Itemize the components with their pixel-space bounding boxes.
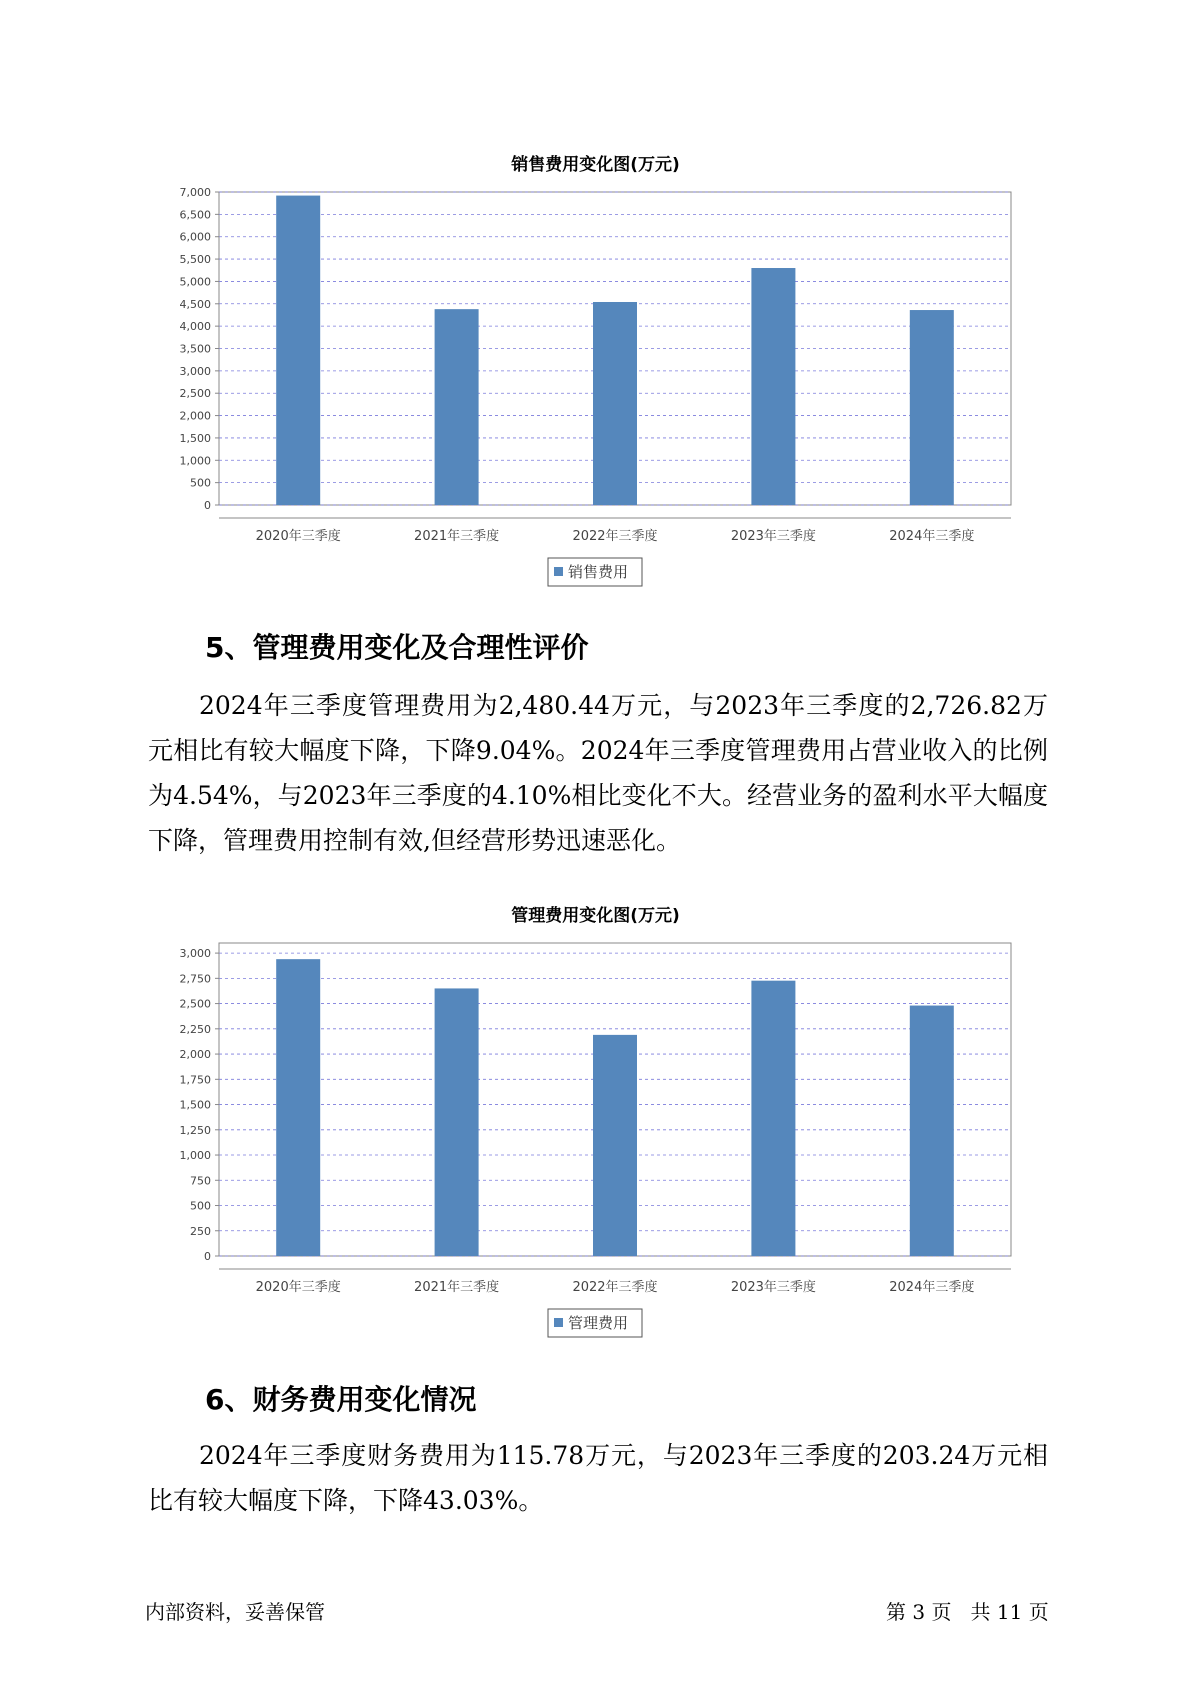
y-tick-label: 3,000 [179, 364, 211, 378]
bar [593, 1035, 637, 1256]
legend-swatch [554, 1318, 563, 1327]
x-tick-label: 2023年三季度 [730, 529, 816, 544]
bar [435, 309, 479, 505]
y-tick-label: 3,000 [179, 947, 211, 961]
sales-chart-title: 销售费用变化图(万元) [511, 155, 680, 175]
y-tick-label: 3,500 [179, 342, 211, 356]
x-tick-label: 2022年三季度 [572, 1280, 658, 1295]
y-tick-label: 2,500 [179, 997, 211, 1011]
y-tick-label: 250 [190, 1224, 211, 1238]
y-tick-label: 500 [190, 476, 211, 490]
bar [910, 1006, 954, 1256]
bar [276, 959, 320, 1256]
page-prefix: 第 [886, 1600, 906, 1624]
page-current: 3 [912, 1600, 926, 1624]
admin-expense-chart [0, 931, 1191, 1351]
legend-label: 销售费用 [568, 563, 629, 581]
bar [435, 988, 479, 1256]
legend-label: 管理费用 [568, 1314, 629, 1332]
y-tick-label: 2,500 [179, 387, 211, 401]
y-tick-label: 1,750 [179, 1073, 211, 1087]
y-tick-label: 4,000 [179, 320, 211, 334]
y-tick-label: 0 [204, 1250, 211, 1263]
sales-expense-chart [0, 180, 1191, 600]
y-tick-label: 1,000 [179, 454, 211, 468]
section-6-heading: 6、财务费用变化情况 [205, 1383, 477, 1416]
x-tick-label: 2021年三季度 [414, 1280, 500, 1295]
x-tick-label: 2023年三季度 [730, 1280, 816, 1295]
bar [751, 981, 795, 1256]
y-tick-label: 4,500 [179, 297, 211, 311]
y-tick-label: 500 [190, 1199, 211, 1213]
page-mid: 页 [931, 1600, 952, 1624]
x-tick-label: 2020年三季度 [255, 1280, 341, 1295]
y-tick-label: 6,500 [179, 208, 211, 222]
y-tick-label: 2,750 [179, 972, 211, 986]
section-5-heading: 5、管理费用变化及合理性评价 [205, 631, 589, 664]
section-5-paragraph: 2024年三季度管理费用为2,480.44万元，与2023年三季度的2,726.82万元相比有较大幅度下降，下降9.04%。2024年三季度管理费用占营业收入的比例为4.54%，与2023年三季度的4.10%相比变化不大。经营业务的盈利水平大幅度下降，管理费用控制有效,但经营形势迅速恶化。 [148, 691, 1048, 855]
bar [593, 302, 637, 505]
x-tick-label: 2024年三季度 [889, 529, 975, 544]
x-tick-label: 2020年三季度 [255, 529, 341, 544]
y-tick-label: 2,000 [179, 409, 211, 423]
y-tick-label: 1,250 [179, 1123, 211, 1137]
y-tick-label: 2,000 [179, 1048, 211, 1062]
page-total-prefix: 共 [970, 1600, 991, 1624]
page-total: 11 [996, 1600, 1023, 1624]
y-tick-label: 7,000 [179, 186, 211, 199]
x-tick-label: 2022年三季度 [572, 529, 658, 544]
y-tick-label: 2,250 [179, 1022, 211, 1036]
y-tick-label: 750 [190, 1174, 211, 1188]
legend-swatch [554, 567, 563, 576]
bar [276, 196, 320, 505]
y-tick-label: 0 [204, 499, 211, 512]
x-tick-label: 2021年三季度 [414, 529, 500, 544]
x-tick-label: 2024年三季度 [889, 1280, 975, 1295]
footer-confidential-note: 内部资料，妥善保管 [145, 1600, 325, 1624]
page-suffix: 页 [1028, 1600, 1049, 1624]
bar [751, 268, 795, 505]
section-6-paragraph: 2024年三季度财务费用为115.78万元，与2023年三季度的203.24万元相比有较大幅度下降，下降43.03%。 [148, 1441, 1048, 1515]
admin-chart-title: 管理费用变化图(万元) [511, 906, 680, 926]
y-tick-label: 5,000 [179, 275, 211, 289]
bar [910, 310, 954, 505]
y-tick-label: 5,500 [179, 253, 211, 267]
y-tick-label: 6,000 [179, 230, 211, 244]
y-tick-label: 1,000 [179, 1149, 211, 1163]
footer-page-number [886, 1596, 1049, 1625]
y-tick-label: 1,500 [179, 431, 211, 445]
y-tick-label: 1,500 [179, 1098, 211, 1112]
